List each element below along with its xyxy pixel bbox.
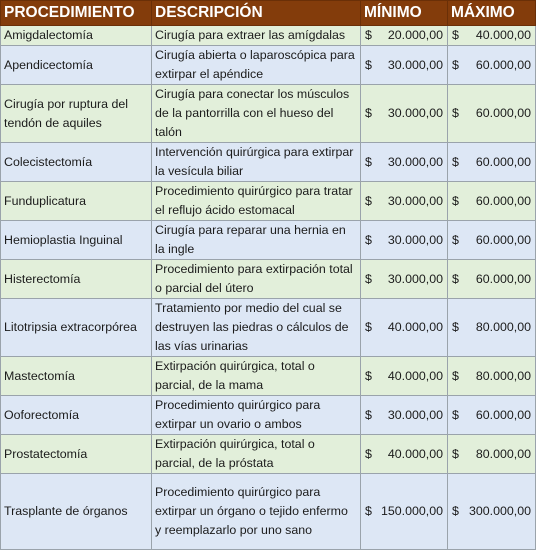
currency-symbol: $	[452, 446, 459, 461]
header-description: DESCRIPCIÓN	[152, 1, 361, 26]
currency-symbol: $	[452, 368, 459, 383]
price-amount: 30.000,00	[387, 106, 443, 120]
currency-symbol: $	[365, 271, 372, 286]
description-cell: Procedimiento quirúrgico para extirpar un órgano o tejido enfermo y reemplazarlo por uno sano	[152, 474, 361, 550]
description-cell: Extirpación quirúrgica, total o parcial, de la mama	[152, 357, 361, 396]
maximum-price-cell	[448, 221, 536, 260]
price-amount: 80.000,00	[475, 446, 531, 461]
minimum-price-cell	[361, 182, 448, 221]
table-row	[1, 435, 536, 474]
currency-symbol: $	[365, 28, 372, 42]
currency-symbol: $	[452, 154, 459, 169]
price-amount: 30.000,00	[387, 57, 443, 72]
currency-symbol: $	[452, 106, 459, 120]
table-row	[1, 143, 536, 182]
price-amount: 60.000,00	[475, 232, 531, 247]
description-cell: Cirugía para reparar una hernia en la ingle	[152, 221, 361, 260]
description-cell: Cirugía abierta o laparoscópica para extirpar el apéndice	[152, 46, 361, 85]
procedure-cell: Ooforectomía	[1, 396, 152, 435]
description-cell: Intervención quirúrgica para extirpar la vesícula biliar	[152, 143, 361, 182]
currency-symbol: $	[452, 271, 459, 286]
procedure-cell: Mastectomía	[1, 357, 152, 396]
description-cell: Cirugía para extraer las amígdalas	[152, 26, 361, 46]
description-cell: Tratamiento por medio del cual se destruyen las piedras o cálculos de las vías urinarias	[152, 299, 361, 357]
maximum-price-cell	[448, 26, 536, 46]
price-amount: 40.000,00	[387, 368, 443, 383]
currency-symbol: $	[452, 28, 459, 42]
maximum-price-cell	[448, 46, 536, 85]
price-amount: 300.000,00	[468, 504, 531, 518]
price-amount: 60.000,00	[475, 193, 531, 208]
currency-symbol: $	[452, 193, 459, 208]
price-amount: 60.000,00	[475, 407, 531, 422]
currency-symbol: $	[365, 320, 372, 334]
currency-symbol: $	[365, 446, 372, 461]
minimum-price-cell	[361, 46, 448, 85]
price-amount: 30.000,00	[387, 407, 443, 422]
maximum-price-cell	[448, 396, 536, 435]
table-row	[1, 46, 536, 85]
maximum-price-cell	[448, 435, 536, 474]
minimum-price-cell	[361, 357, 448, 396]
description-cell: Cirugía para conectar los músculos de la pantorrilla con el hueso del talón	[152, 85, 361, 143]
price-amount: 20.000,00	[387, 28, 443, 42]
procedure-cell: Trasplante de órganos	[1, 474, 152, 550]
procedure-cell: Amigdalectomía	[1, 26, 152, 46]
price-amount: 80.000,00	[475, 320, 531, 334]
price-amount: 30.000,00	[387, 271, 443, 286]
procedure-cell: Apendicectomía	[1, 46, 152, 85]
currency-symbol: $	[452, 504, 459, 518]
maximum-price-cell	[448, 357, 536, 396]
currency-symbol: $	[452, 57, 459, 72]
price-amount: 40.000,00	[475, 28, 531, 42]
table-row	[1, 85, 536, 143]
currency-symbol: $	[365, 504, 372, 518]
maximum-price-cell	[448, 182, 536, 221]
table-row	[1, 357, 536, 396]
minimum-price-cell	[361, 26, 448, 46]
currency-symbol: $	[365, 57, 372, 72]
currency-symbol: $	[365, 106, 372, 120]
currency-symbol: $	[365, 154, 372, 169]
currency-symbol: $	[365, 193, 372, 208]
description-cell: Procedimiento quirúrgico para extirpar un ovario o ambos	[152, 396, 361, 435]
price-amount: 40.000,00	[387, 446, 443, 461]
description-cell: Procedimiento quirúrgico para tratar el reflujo ácido estomacal	[152, 182, 361, 221]
procedure-cell: Histerectomía	[1, 260, 152, 299]
minimum-price-cell	[361, 85, 448, 143]
header-procedure: PROCEDIMIENTO	[1, 1, 152, 26]
table-row	[1, 299, 536, 357]
currency-symbol: $	[452, 232, 459, 247]
table-row	[1, 474, 536, 550]
minimum-price-cell	[361, 435, 448, 474]
price-amount: 80.000,00	[475, 368, 531, 383]
currency-symbol: $	[452, 320, 459, 334]
minimum-price-cell	[361, 396, 448, 435]
table-row	[1, 396, 536, 435]
maximum-price-cell	[448, 260, 536, 299]
price-amount: 30.000,00	[387, 232, 443, 247]
description-cell: Extirpación quirúrgica, total o parcial, de la próstata	[152, 435, 361, 474]
price-amount: 60.000,00	[475, 106, 531, 120]
description-cell: Procedimiento para extirpación total o parcial del útero	[152, 260, 361, 299]
minimum-price-cell	[361, 299, 448, 357]
minimum-price-cell	[361, 221, 448, 260]
price-amount: 150.000,00	[380, 504, 443, 518]
price-amount: 60.000,00	[475, 154, 531, 169]
procedure-cell: Colecistectomía	[1, 143, 152, 182]
currency-symbol: $	[365, 232, 372, 247]
procedure-cell: Prostatectomía	[1, 435, 152, 474]
header-maximum: MÁXIMO	[448, 1, 536, 26]
price-amount: 60.000,00	[475, 57, 531, 72]
currency-symbol: $	[365, 407, 372, 422]
price-amount: 30.000,00	[387, 154, 443, 169]
minimum-price-cell	[361, 474, 448, 550]
table-row	[1, 26, 536, 46]
table-row	[1, 182, 536, 221]
price-amount: 30.000,00	[387, 193, 443, 208]
maximum-price-cell	[448, 85, 536, 143]
header-row	[1, 1, 536, 26]
currency-symbol: $	[365, 368, 372, 383]
currency-symbol: $	[452, 407, 459, 422]
minimum-price-cell	[361, 143, 448, 182]
table-body	[1, 26, 536, 550]
procedure-cell: Funduplicatura	[1, 182, 152, 221]
minimum-price-cell	[361, 260, 448, 299]
maximum-price-cell	[448, 299, 536, 357]
procedure-cell: Cirugía por ruptura del tendón de aquiles	[1, 85, 152, 143]
header-minimum: MÍNIMO	[361, 1, 448, 26]
maximum-price-cell	[448, 474, 536, 550]
maximum-price-cell	[448, 143, 536, 182]
table-row	[1, 260, 536, 299]
table-row	[1, 221, 536, 260]
procedure-cell: Litotripsia extracorpórea	[1, 299, 152, 357]
price-amount: 40.000,00	[387, 320, 443, 334]
procedure-cell: Hemioplastia Inguinal	[1, 221, 152, 260]
price-amount: 60.000,00	[475, 271, 531, 286]
